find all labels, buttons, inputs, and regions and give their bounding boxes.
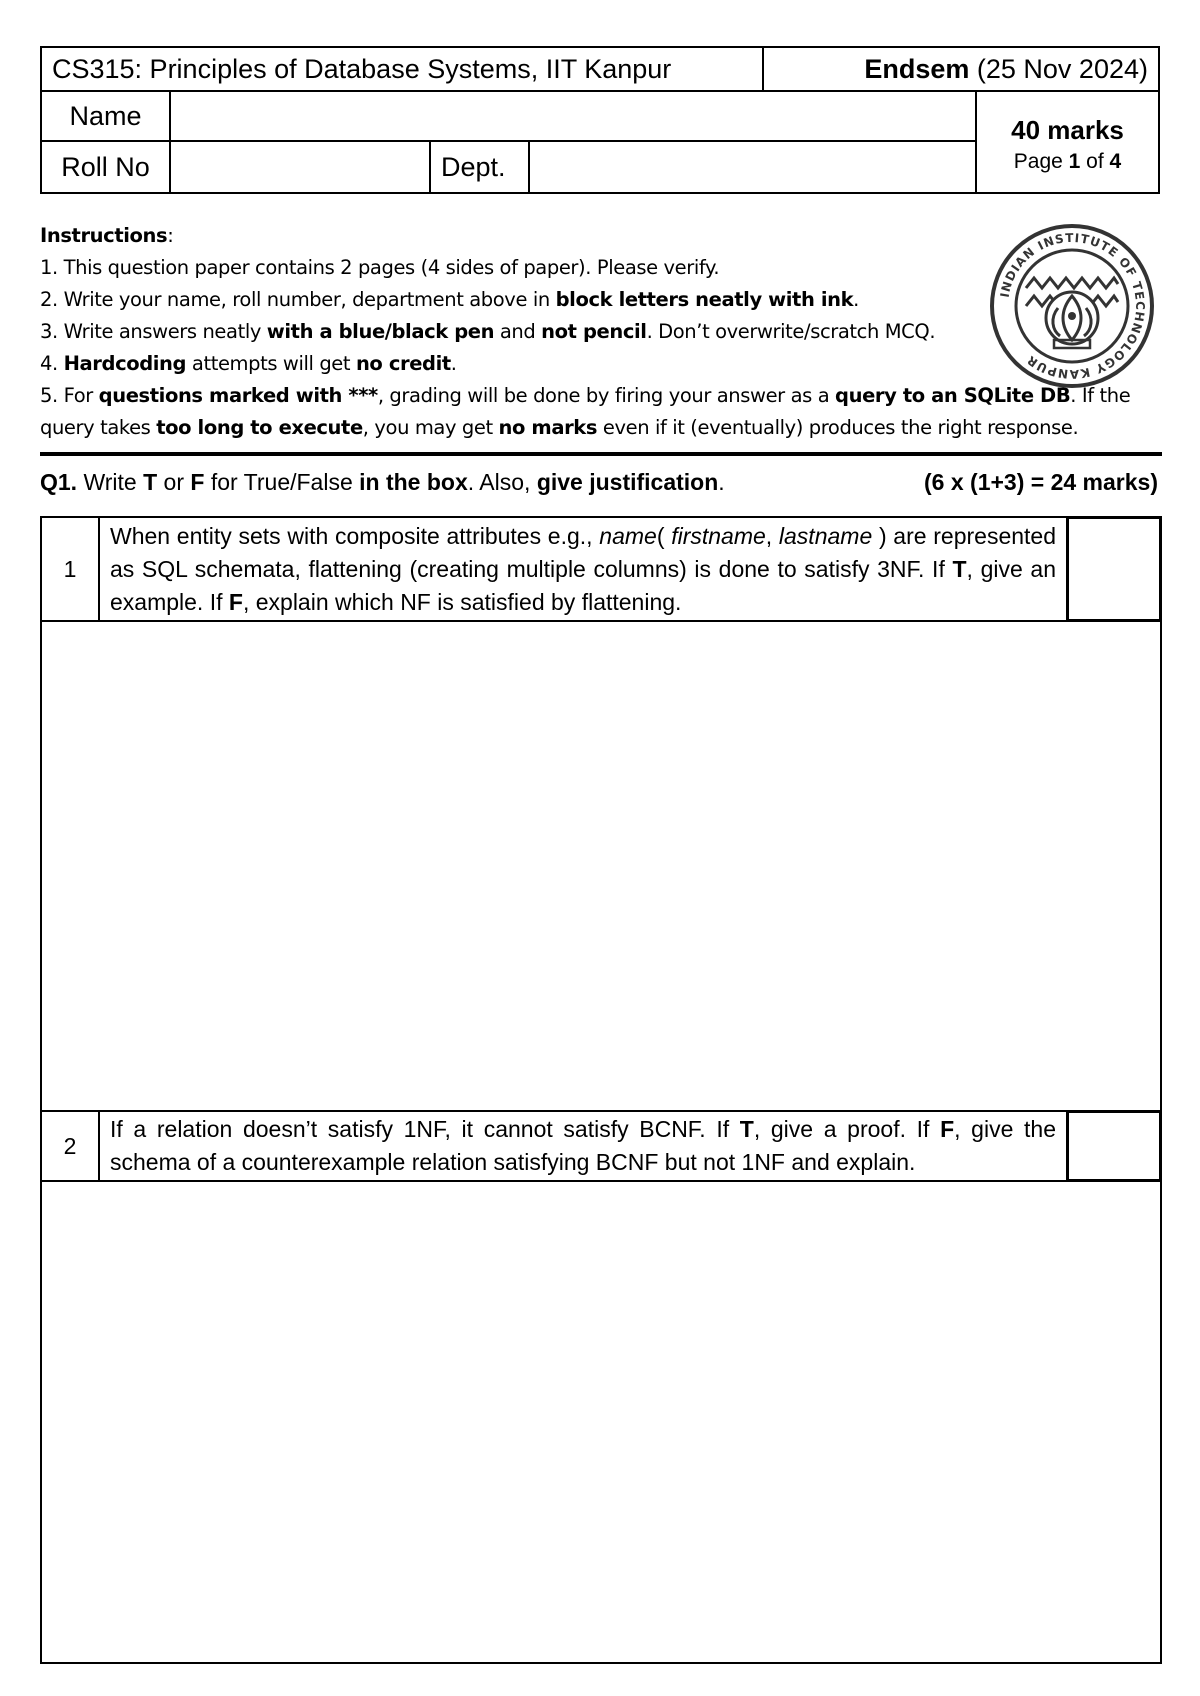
roll-label-cell <box>40 140 171 194</box>
instruction-item: 3. Write answers neatly with a blue/black pen and not pencil. Don’t overwrite/scratch MCQ. <box>40 320 936 343</box>
svg-text:INDIAN INSTITUTE OF TECHNOLOGY: INDIAN INSTITUTE OF TECHNOLOGY KANPUR <box>997 230 1148 382</box>
question-1-text-cell <box>98 516 1068 622</box>
question-2-tf-box[interactable] <box>1066 1110 1162 1182</box>
section-divider <box>40 452 1162 456</box>
name-field[interactable] <box>169 90 977 142</box>
question-number: 2 <box>63 1132 77 1159</box>
question-1-answer-area[interactable] <box>40 620 1162 1112</box>
question-1-text: When entity sets with composite attributes e.g., name( firstname, lastname ) are represented as SQL schemata, flattening (creating multiple columns) is done to satisfy 3NF. If T, give an example. If F, explain which NF is satisfied by flattening. <box>110 522 1057 615</box>
question-number: 1 <box>63 555 77 582</box>
marks-cell <box>975 90 1160 194</box>
instruction-item: 5. For questions marked with ***, grading will be done by firing your answer as a query to an SQLite DB. If the query takes too long to execute, you may get no marks even if it (eventually) produces the right response. <box>40 384 1131 439</box>
exam-date: (25 Nov 2024) <box>976 53 1148 84</box>
q1-marks: (6 x (1+3) = 24 marks) <box>924 469 1158 495</box>
roll-label: Roll No <box>61 151 150 182</box>
exam-type: Endsem <box>864 53 970 84</box>
question-1-number-cell <box>40 516 100 622</box>
dept-field[interactable] <box>528 140 977 194</box>
question-2-number-cell <box>40 1110 100 1182</box>
question-2-answer-area[interactable] <box>40 1180 1162 1664</box>
roll-field[interactable] <box>169 140 431 194</box>
question-2-text: If a relation doesn’t satisfy 1NF, it cannot satisfy BCNF. If T, give a proof. If F, give the schema of a counterexample relation satisfying BCNF but not 1NF and explain. <box>110 1116 1056 1175</box>
question-1-tf-box[interactable] <box>1066 516 1162 622</box>
instruction-item: 1. This question paper contains 2 pages (4 sides of paper). Please verify. <box>40 256 720 279</box>
name-label: Name <box>69 100 142 131</box>
name-label-cell <box>40 90 171 142</box>
dept-label: Dept. <box>441 151 506 182</box>
total-marks: 40 marks <box>1011 115 1124 145</box>
instruction-item: 4. Hardcoding attempts will get no credit. <box>40 352 457 375</box>
dept-label-cell <box>429 140 530 194</box>
exam-info-cell <box>762 46 1160 92</box>
instruction-item: 2. Write your name, roll number, department above in block letters neatly with ink. <box>40 288 859 311</box>
instructions-title: Instructions: <box>40 224 174 247</box>
q1-heading: Q1. Write T or F for True/False in the box. Also, give justification. (6 x (1+3) = 24 marks) <box>40 466 1162 498</box>
course-title-cell <box>40 46 764 92</box>
q1-label: Q1. <box>40 469 78 495</box>
course-title: CS315: Principles of Database Systems, IIT Kanpur <box>52 53 672 84</box>
iit-kanpur-logo <box>988 222 1156 390</box>
page-indicator: Page 1 of 4 <box>1013 150 1122 173</box>
question-2-text-cell <box>98 1110 1068 1182</box>
